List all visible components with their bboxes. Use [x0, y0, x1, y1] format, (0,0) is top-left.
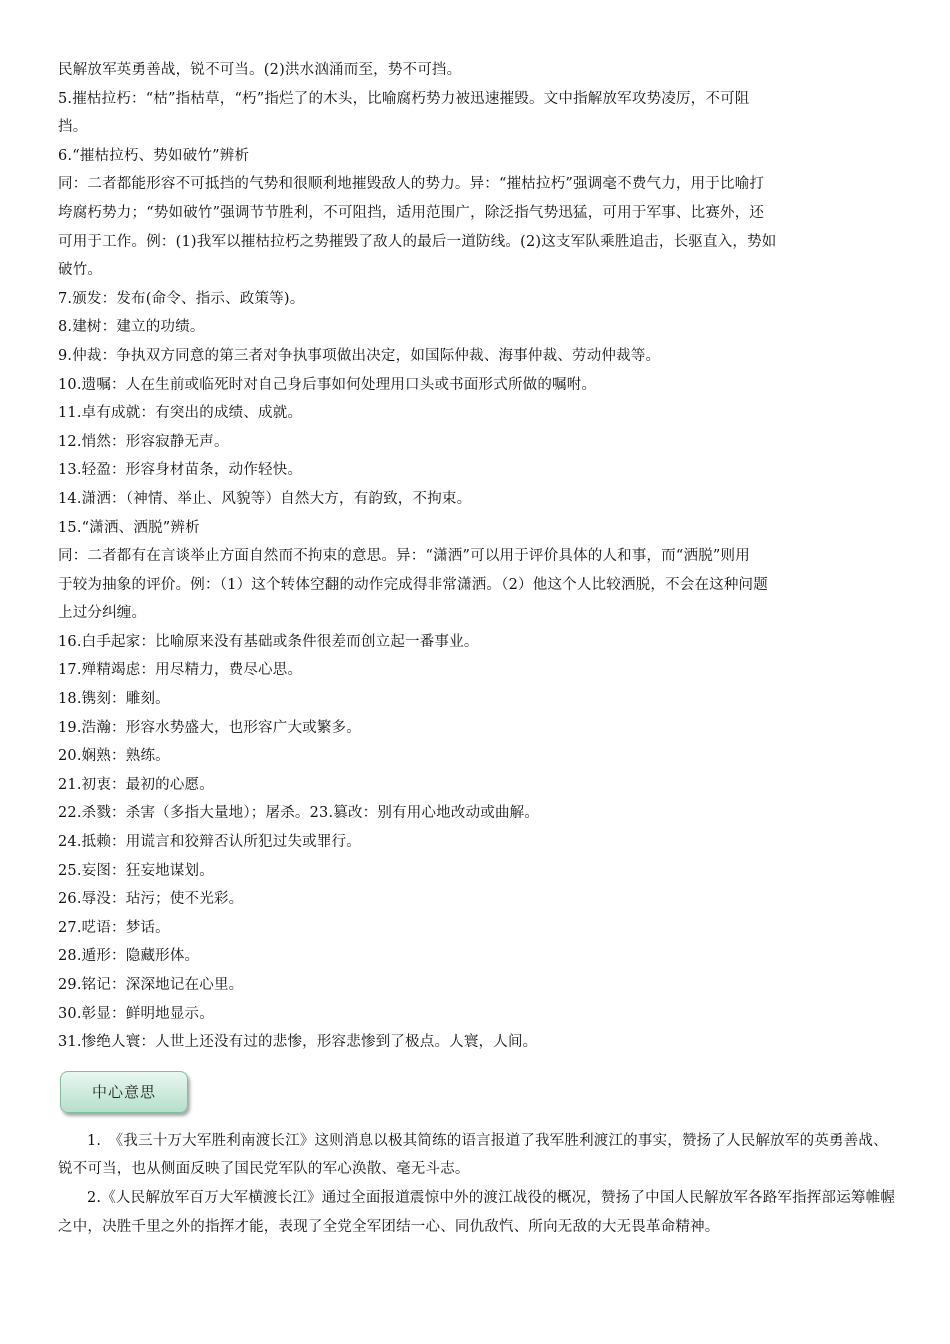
vocab-line: 13.轻盈：形容身材苗条，动作轻快。	[58, 462, 303, 479]
vocab-line: 于较为抽象的评价。例：（1）这个转体空翻的动作完成得非常潇洒。（2）他这个人比较洒脱，不会在这种问题	[58, 576, 768, 593]
vocab-line: 6.“摧枯拉朽、势如破竹”辨析	[58, 147, 250, 164]
vocab-line: 26.辱没：玷污；使不光彩。	[58, 891, 244, 908]
vocab-line: 民解放军英勇善战，锐不可当。(2)洪水汹涌而至，势不可挡。	[58, 62, 462, 78]
summary-paragraph: 2.《人民解放军百万大军横渡长江》通过全面报道震惊中外的渡江战役的概况，赞扬了中国人民解放军各路军指挥部运筹帷幄之中，决胜千里之外的指挥才能，表现了全党全军团结一心、同仇敌忾、所向无敌的大无畏革命精神。	[58, 1189, 896, 1235]
vocab-line: 可用于工作。例：(1)我军以摧枯拉朽之势摧毁了敌人的最后一道防线。(2)这支军队乘胜追击，长驱直入，势如	[58, 233, 777, 250]
vocab-line: 14.潇洒：（神情、举止、风貌等）自然大方，有韵致，不拘束。	[58, 490, 472, 507]
vocab-line: 25.妄图：狂妄地谋划。	[58, 862, 214, 879]
vocab-line: 17.殚精竭虑：用尽精力，费尽心思。	[58, 662, 303, 679]
vocab-line: 12.悄然：形容寂静无声。	[58, 433, 229, 450]
vocab-line: 24.抵赖：用谎言和狡辩否认所犯过失或罪行。	[58, 834, 361, 851]
vocab-line: 挡。	[58, 119, 88, 136]
vocab-line: 22.杀戮：杀害（多指大量地）；屠杀。23.篡改：别有用心地改动或曲解。	[58, 805, 540, 822]
vocab-line: 15.“潇洒、洒脱”辨析	[58, 519, 200, 536]
vocab-line: 破竹。	[58, 262, 103, 279]
vocab-line: 上过分纠缠。	[58, 605, 147, 622]
vocab-line: 5.摧枯拉朽：“枯”指枯草，“朽”指烂了的木头，比喻腐朽势力被迅速摧毁。文中指解放军攻势凌厉，不可阻	[58, 90, 750, 107]
vocab-line: 16.白手起家：比喻原来没有基础或条件很差而创立起一番事业。	[58, 633, 479, 650]
vocab-line: 20.娴熟：熟练。	[58, 748, 170, 765]
vocab-line: 7.颁发：发布(命令、指示、政策等)。	[58, 290, 305, 307]
vocab-line: 垮腐朽势力；“势如破竹”强调节节胜利，不可阻挡，适用范围广，除泛指气势迅猛，可用于军事、比赛外，还	[58, 204, 765, 221]
summary-section	[58, 1127, 898, 1241]
vocab-line: 28.遁形：隐藏形体。	[58, 948, 200, 965]
vocab-line: 10.遗嘱：人在生前或临死时对自己身后事如何处理用口头或书面形式所做的嘱咐。	[58, 376, 597, 393]
vocab-line: 30.彰显：鲜明地显示。	[58, 1005, 214, 1022]
vocab-line: 19.浩瀚：形容水势盛大，也形容广大或繁多。	[58, 719, 361, 736]
vocab-line: 31.惨绝人寰：人世上还没有过的悲惨，形容悲惨到了极点。人寰，人间。	[58, 1034, 538, 1051]
vocab-line: 11.卓有成就：有突出的成绩、成就。	[58, 405, 303, 422]
vocab-line: 同：二者都能形容不可抵挡的气势和很顺利地摧毁敌人的势力。异：“摧枯拉朽”强调毫不费气力，用于比喻打	[58, 176, 765, 193]
vocab-line: 8.建树：建立的功绩。	[58, 319, 205, 336]
vocabulary-list	[58, 56, 898, 1057]
vocab-line: 21.初衷：最初的心愿。	[58, 776, 214, 793]
vocab-line: 9.仲裁：争执双方同意的第三者对争执事项做出决定，如国际仲裁、海事仲裁、劳动仲裁等。	[58, 347, 661, 364]
summary-paragraph: 1. 《我三十万大军胜利南渡长江》这则消息以极其简练的语言报道了我军胜利渡江的事实，赞扬了人民解放军的英勇善战、锐不可当，也从侧面反映了国民党军队的军心涣散、毫无斗志。	[58, 1132, 888, 1178]
document-page	[58, 56, 898, 1241]
vocab-line: 18.镌刻：雕刻。	[58, 691, 170, 708]
vocab-line: 同：二者都有在言谈举止方面自然而不拘束的意思。异：“潇洒”可以用于评价具体的人和事，而“洒脱”则用	[58, 548, 750, 565]
vocab-line: 27.呓语：梦话。	[58, 919, 170, 936]
section-badge-central-idea: 中心意思	[60, 1071, 188, 1113]
vocab-line: 29.铭记：深深地记在心里。	[58, 977, 244, 993]
section-header	[58, 1063, 898, 1123]
